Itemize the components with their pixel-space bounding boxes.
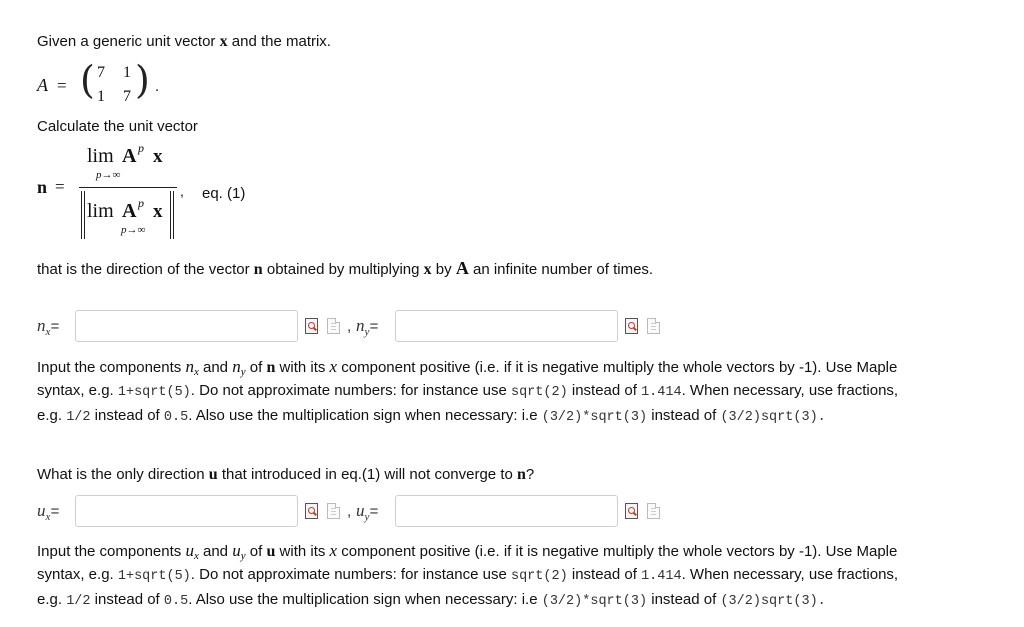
matrix-left-paren: ( (80, 58, 95, 102)
matrix-cell: 7 (123, 88, 131, 105)
equation-label: eq. (1) (202, 185, 246, 202)
matrix-symbol: A (37, 75, 48, 95)
instructions-line-2: syntax, e.g. 1+sqrt(5). Do not approximate numbers: for instance use sqrt(2) instead of 1.414. When necessary, use fractions, (37, 382, 899, 400)
syntax-help-icon[interactable] (327, 503, 340, 519)
ux-input[interactable] (75, 495, 298, 527)
denominator-exponent: p (138, 196, 144, 210)
matrix-definition (37, 58, 177, 110)
matrix-cell: 1 (123, 64, 131, 81)
direction-text: that is the direction of the vector n obtained by multiplying x by A an infinite number of times. (37, 258, 654, 278)
matrix-cell: 1 (97, 88, 105, 105)
syntax-help-icon[interactable] (647, 503, 660, 519)
eq-equals: = (55, 177, 65, 196)
equation-1 (37, 141, 297, 245)
numerator-exponent: p (138, 141, 144, 155)
norm-bar-right-2 (173, 191, 174, 239)
denominator-x: x (153, 201, 163, 222)
nx-input[interactable] (75, 310, 298, 342)
instructions-line-3: e.g. 1/2 instead of 0.5. Also use the multiplication sign when necessary: i.e (3/2)*sqrt(3) instead of (3/2)sqrt(3). (37, 407, 826, 425)
matrix-right-paren: ) (135, 58, 150, 102)
numerator-A: A (122, 145, 137, 167)
matrix-cell: 7 (97, 64, 105, 81)
numerator-limit-sub: p→∞ (96, 169, 121, 181)
matrix-equals: = (57, 76, 67, 95)
question-2-text: What is the only direction u that introduced in eq.(1) will not converge to n? (37, 466, 535, 483)
vector-n-symbol: n (517, 466, 526, 483)
ux-label: $u_x=$ (37, 501, 60, 523)
numerator-lim: lim (87, 145, 114, 167)
preview-icon[interactable] (625, 503, 638, 519)
numerator-x: x (153, 146, 163, 167)
separator-comma: , (347, 503, 352, 520)
preview-icon[interactable] (625, 318, 638, 334)
preview-icon[interactable] (305, 503, 318, 519)
denominator-lim: lim (87, 200, 114, 222)
intro-text: Given a generic unit vector x and the matrix. (37, 33, 331, 50)
eq-comma: , (180, 183, 184, 199)
matrix-period: . (155, 78, 160, 95)
ny-label: $n_y=$ (356, 316, 379, 338)
instructions-2-line-1: Input the components $u_x$ and $u_y$ of u with its x component positive (i.e. if it is negative multiply the whole vectors by -1). Use Maple (37, 541, 898, 562)
syntax-help-icon[interactable] (647, 318, 660, 334)
nx-label: $n_x=$ (37, 316, 60, 338)
eq-lhs-n: n (37, 177, 48, 197)
separator-comma: , (347, 318, 352, 335)
vector-x-symbol: x (219, 33, 228, 50)
vector-n-symbol: n (253, 261, 263, 278)
ny-input[interactable] (395, 310, 618, 342)
denominator-limit-sub: p→∞ (121, 224, 146, 236)
norm-bar-left-2 (84, 191, 85, 239)
norm-bar-right-1 (170, 191, 171, 239)
uy-label: $u_y=$ (356, 501, 379, 523)
vector-u-symbol: u (208, 466, 218, 483)
fraction-bar (79, 187, 177, 188)
syntax-help-icon[interactable] (327, 318, 340, 334)
instructions-line-1: Input the components $n_x$ and $n_y$ of n with its x component positive (i.e. if it is negative multiply the whole vectors by -1). Use Maple (37, 357, 898, 378)
matrix-A-symbol: A (455, 258, 469, 278)
calculate-text: Calculate the unit vector (37, 118, 198, 135)
instructions-2-line-3: e.g. 1/2 instead of 0.5. Also use the multiplication sign when necessary: i.e (3/2)*sqrt(3) instead of (3/2)sqrt(3). (37, 591, 826, 609)
denominator-A: A (122, 200, 137, 222)
vector-x-symbol: x (423, 261, 432, 278)
uy-input[interactable] (395, 495, 618, 527)
instructions-2-line-2: syntax, e.g. 1+sqrt(5). Do not approximate numbers: for instance use sqrt(2) instead of 1.414. When necessary, use fractions, (37, 566, 899, 584)
norm-bar-left-1 (81, 191, 82, 239)
preview-icon[interactable] (305, 318, 318, 334)
